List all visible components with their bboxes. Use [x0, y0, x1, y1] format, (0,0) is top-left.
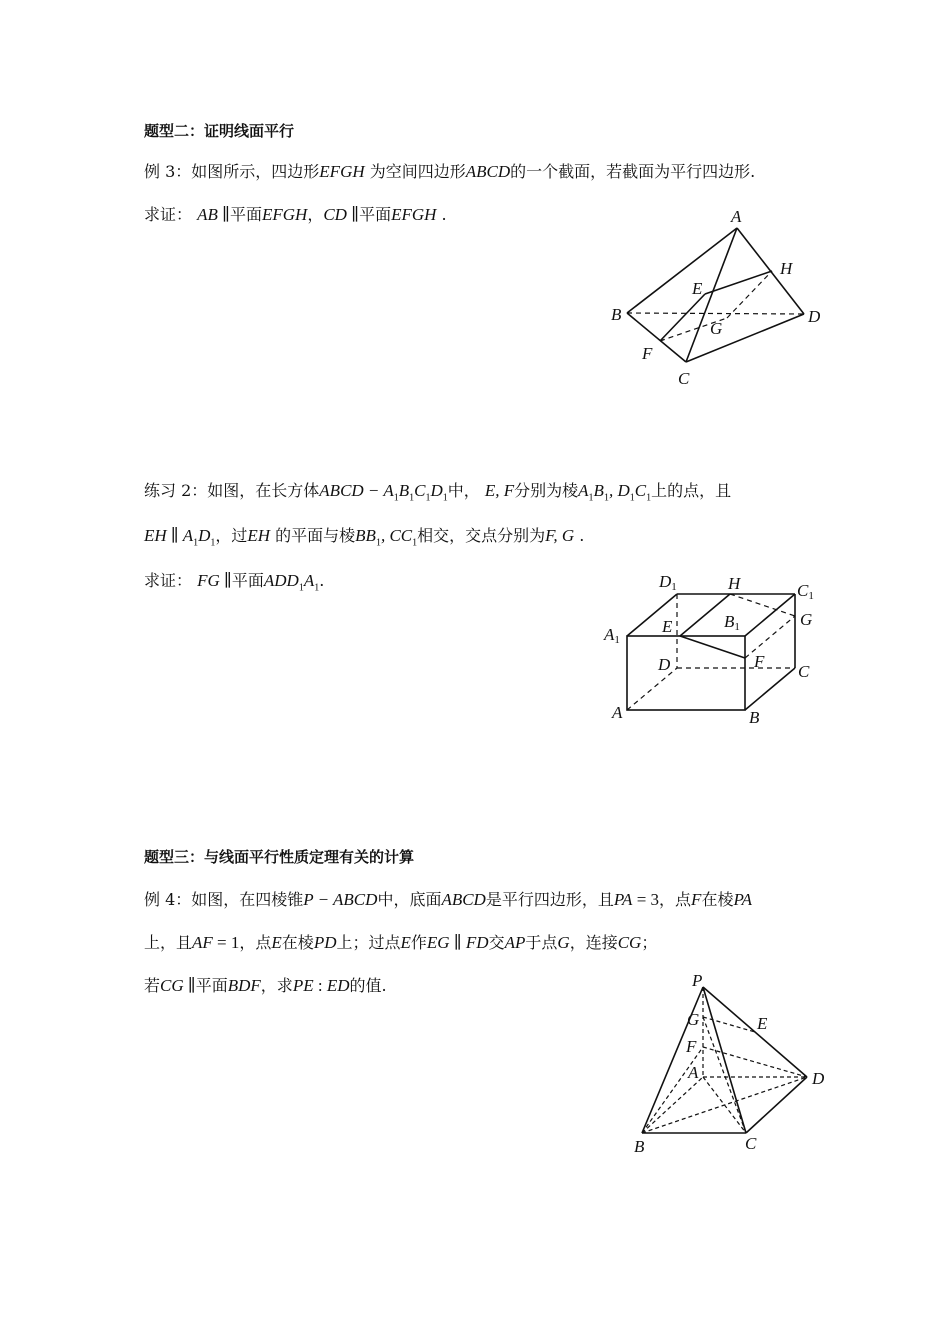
math-part: , CC — [380, 526, 413, 545]
math: AB ∥ — [197, 205, 230, 224]
math-number: = 1 — [212, 933, 240, 952]
label-E: E — [662, 617, 673, 636]
subscript: 1 — [614, 634, 620, 646]
letter: C — [797, 581, 809, 600]
edge-BA-hidden — [642, 1077, 703, 1133]
math: E — [400, 933, 411, 952]
prove-label: 求证： — [144, 571, 193, 590]
math-part: B — [593, 481, 604, 500]
example-label: 例 3： — [144, 162, 192, 181]
math-part: D — [198, 526, 211, 545]
example-4-text-line2 — [144, 932, 657, 954]
math: PD — [313, 933, 337, 952]
label-P: P — [692, 971, 703, 990]
text: ，点 — [239, 933, 272, 952]
edge-BC — [745, 668, 795, 710]
letter: D — [659, 572, 672, 591]
text: 分别为棱 — [514, 481, 579, 500]
subscript: 1 — [298, 582, 304, 594]
math — [263, 571, 320, 594]
exercise-2-text-line2 — [144, 525, 584, 554]
subscript: 1 — [603, 492, 609, 504]
text: 的平面与棱 — [275, 526, 356, 545]
edge-B1C1 — [745, 594, 795, 636]
text: . — [319, 571, 325, 590]
text: 如图，在长方体 — [207, 481, 320, 500]
text: 交 — [488, 933, 505, 952]
label-B: B — [634, 1137, 645, 1156]
text: ，连接 — [569, 933, 618, 952]
prove-label: 求证： — [144, 205, 193, 224]
math-part: , D — [608, 481, 630, 500]
text: 上，且 — [144, 933, 193, 952]
edge-CD — [686, 314, 804, 362]
subscript: 1 — [442, 492, 448, 504]
math-part: C — [414, 481, 426, 500]
text: 相交，交点分别为 — [417, 526, 546, 545]
text: 如图所示，四边形 — [191, 162, 320, 181]
edge-BC — [627, 313, 686, 362]
label-H: H — [728, 574, 741, 593]
math — [144, 526, 216, 549]
edge-EF — [660, 294, 705, 341]
math-part: A — [578, 481, 589, 500]
example-4-text-line3 — [144, 975, 387, 997]
math: AP — [504, 933, 526, 952]
edge-PC — [703, 987, 746, 1133]
subscript: 1 — [671, 581, 677, 593]
label-G: G — [710, 319, 723, 338]
label-D: D — [658, 655, 671, 674]
label-G: G — [687, 1010, 700, 1029]
math — [319, 481, 448, 504]
math: AF — [192, 933, 213, 952]
text: ， — [307, 205, 324, 224]
math-colon: : — [313, 976, 327, 995]
exercise-label: 练习 2： — [144, 481, 208, 500]
math: CG ∥ — [160, 976, 196, 995]
text: 若 — [144, 976, 161, 995]
math: PE — [292, 976, 314, 995]
text: 在棱 — [701, 890, 734, 909]
subscript: 1 — [375, 537, 381, 549]
letter: B — [724, 612, 735, 631]
text: 如图，在四棱锥 — [191, 890, 304, 909]
edge-PB — [642, 987, 703, 1133]
math-part: B — [398, 481, 410, 500]
math: EFGH — [319, 162, 365, 181]
math-part: C — [634, 481, 647, 500]
math: E, F — [484, 481, 515, 500]
math: BDF — [227, 976, 261, 995]
label-D: D — [808, 307, 821, 326]
label-A: A — [731, 207, 742, 226]
edge-CD — [746, 1077, 807, 1133]
subscript: 1 — [588, 492, 594, 504]
math: PA — [733, 890, 753, 909]
math-part: ABCD − A — [319, 481, 394, 500]
figure-cuboid — [600, 565, 840, 730]
example-3-text — [144, 161, 755, 183]
label-F: F — [642, 344, 653, 363]
text: 在棱 — [281, 933, 314, 952]
label-E: E — [692, 279, 703, 298]
letter: A — [604, 625, 615, 644]
subscript: 1 — [193, 537, 199, 549]
subscript: 1 — [646, 492, 652, 504]
text: 平面 — [229, 205, 262, 224]
text: 是平行四边形，且 — [485, 890, 614, 909]
label-C: C — [678, 369, 690, 388]
math-part: EH ∥ A — [144, 526, 194, 545]
edge-AD-hidden — [627, 668, 677, 710]
prove-3-text — [144, 204, 447, 226]
edge-FD-hidden — [703, 1047, 807, 1077]
math: ABCD — [465, 162, 511, 181]
math: P − ABCD — [303, 890, 378, 909]
math: CG — [617, 933, 642, 952]
label-F: F — [754, 652, 765, 671]
prove-exercise-2-text — [144, 570, 324, 599]
math: FG ∥ — [197, 571, 232, 590]
text: ，点 — [659, 890, 692, 909]
math: EFGH — [262, 205, 308, 224]
text: ，求 — [260, 976, 293, 995]
text: ，过 — [215, 526, 248, 545]
front-face — [627, 636, 745, 710]
math-number: = 3 — [632, 890, 660, 909]
label-G: G — [800, 610, 813, 629]
math: E — [271, 933, 282, 952]
text: 上的点，且 — [651, 481, 732, 500]
text: 中，底面 — [377, 890, 442, 909]
label-A: A — [688, 1063, 699, 1082]
edge-EH — [705, 271, 772, 294]
subscript: 1 — [314, 582, 320, 594]
math: PA — [613, 890, 633, 909]
subscript: 1 — [393, 492, 399, 504]
label-C1 — [797, 581, 814, 602]
exercise-2-text — [144, 480, 731, 509]
label-F: F — [686, 1037, 697, 1056]
math: F, G — [545, 526, 575, 545]
example-label: 例 4： — [144, 890, 192, 909]
edge-PD — [703, 987, 807, 1077]
math: EFGH — [391, 205, 437, 224]
subscript: 1 — [808, 590, 814, 602]
section-heading-3: 题型三：与线面平行性质定理有关的计算 — [144, 848, 415, 866]
text: 上；过点 — [336, 933, 401, 952]
math-part: ADD — [263, 571, 299, 590]
math: EH — [247, 526, 271, 545]
edge-EH — [680, 594, 730, 636]
label-E: E — [757, 1014, 768, 1033]
text: 平面 — [195, 976, 228, 995]
text: 为空间四边形 — [364, 162, 466, 181]
math — [355, 526, 418, 549]
text: . — [441, 205, 447, 224]
label-A1 — [603, 625, 620, 646]
edge-FG-hidden — [745, 616, 795, 658]
text: 平面 — [231, 571, 264, 590]
example-4-text — [144, 889, 752, 911]
math: F — [691, 890, 702, 909]
math: EG ∥ FD — [426, 933, 489, 952]
math-part: D — [430, 481, 443, 500]
subscript: 1 — [734, 621, 740, 633]
math: ED — [326, 976, 350, 995]
label-D1 — [658, 572, 677, 593]
math: G — [557, 933, 570, 952]
text: 于点 — [525, 933, 558, 952]
label-B: B — [749, 708, 760, 727]
edge-HG-hidden — [730, 594, 795, 616]
section-heading-2: 题型二：证明线面平行 — [144, 122, 295, 140]
text: 中， — [447, 481, 480, 500]
text: ； — [641, 933, 658, 952]
edge-AC-hidden — [703, 1077, 746, 1133]
edge-GC-hidden — [703, 1017, 746, 1133]
label-A: A — [612, 703, 623, 722]
subscript: 1 — [425, 492, 431, 504]
text: 作 — [410, 933, 427, 952]
math: ABCD — [441, 890, 486, 909]
subscript: 1 — [210, 537, 216, 549]
edge-EF — [680, 636, 745, 658]
label-B: B — [611, 305, 622, 324]
edge-BD-hidden — [627, 313, 804, 314]
math-part: A — [303, 571, 315, 590]
text: 的一个截面，若截面为平行四边形. — [510, 162, 756, 181]
math-part: BB — [355, 526, 376, 545]
text: 的值. — [349, 976, 387, 995]
subscript: 1 — [629, 492, 635, 504]
label-D: D — [812, 1069, 825, 1088]
label-B1 — [724, 612, 740, 633]
figure-pyramid — [620, 965, 840, 1165]
subscript: 1 — [409, 492, 415, 504]
subscript: 1 — [412, 537, 418, 549]
text: . — [579, 526, 585, 545]
label-H: H — [780, 259, 793, 278]
label-C: C — [745, 1134, 757, 1153]
math — [578, 481, 652, 504]
figure-spatial-quadrilateral — [600, 200, 840, 400]
text: 平面 — [359, 205, 392, 224]
math: CD ∥ — [323, 205, 360, 224]
label-C: C — [798, 662, 810, 681]
